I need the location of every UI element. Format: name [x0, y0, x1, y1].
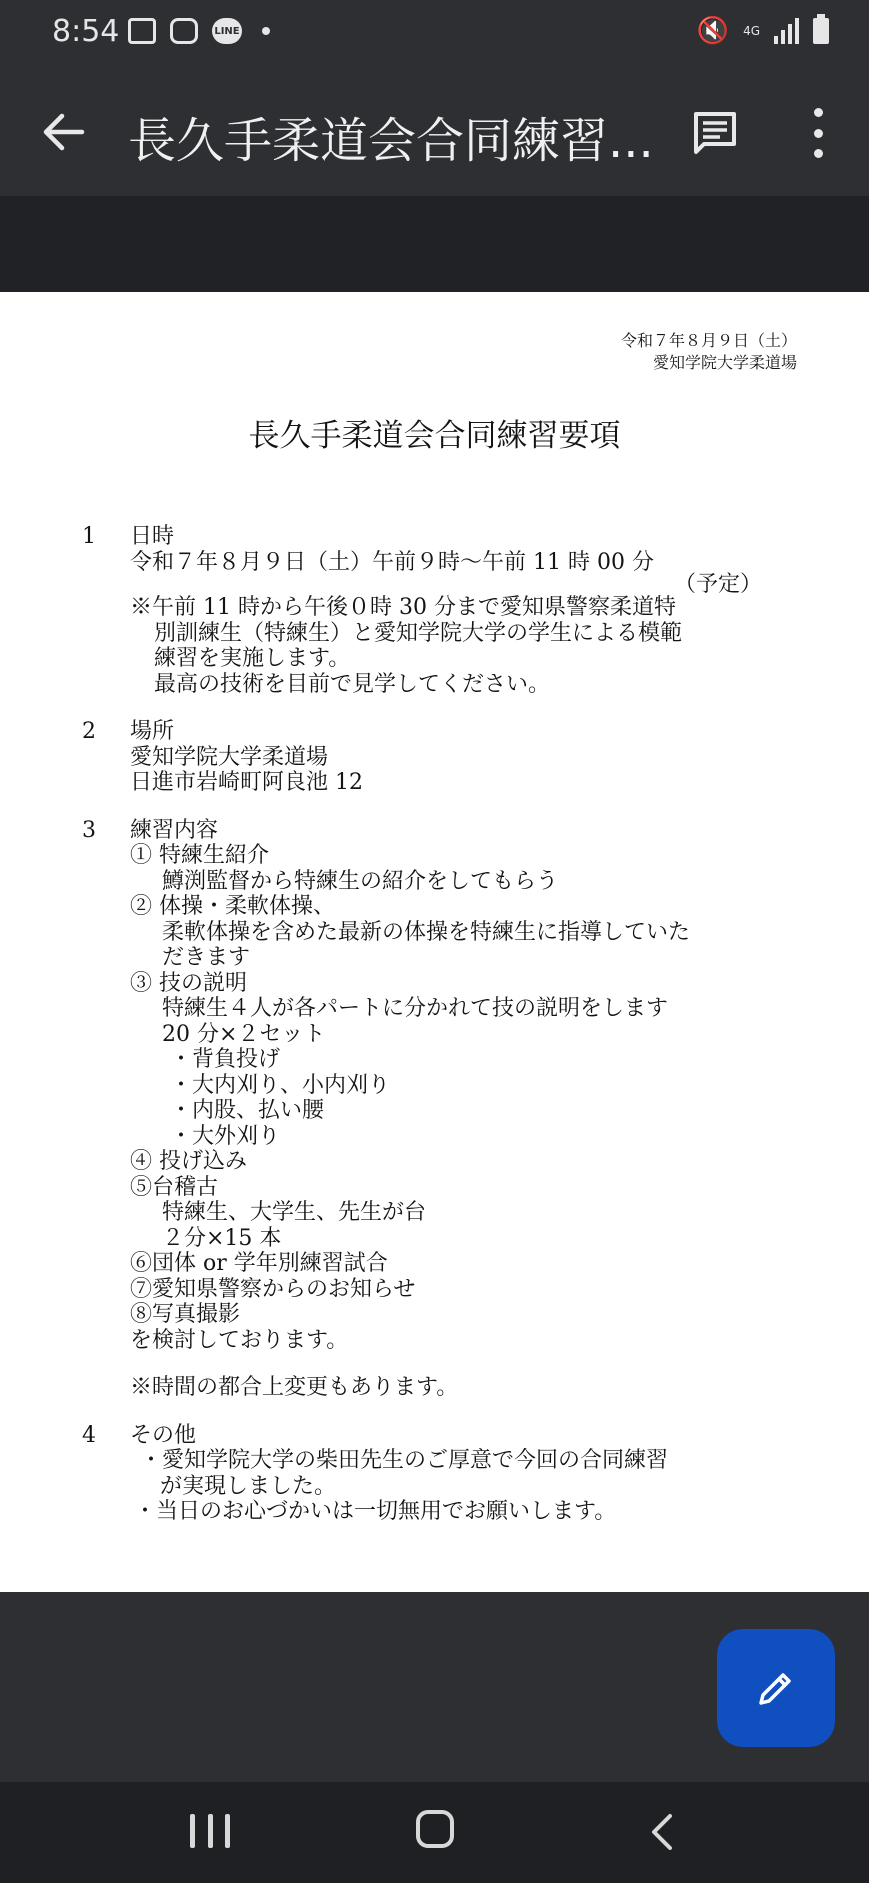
status-notification-icons — [128, 18, 270, 44]
text-line: 特練生４人が各パートに分かれて技の説明をします — [162, 996, 669, 1021]
home-button[interactable] — [416, 1810, 454, 1848]
text-line: 別訓練生（特練生）と愛知学院大学の学生による模範 — [154, 620, 683, 646]
text-line: を検討しております。 — [130, 1327, 349, 1353]
signal-icon — [774, 18, 799, 44]
back-button[interactable] — [36, 104, 92, 160]
section-heading: 日時 — [130, 524, 175, 549]
section-4 — [82, 1423, 802, 1525]
text-line: が実現しました。 — [160, 1473, 337, 1499]
back-nav-icon — [650, 1812, 674, 1852]
text-line: ③ 技の説明 — [130, 970, 247, 996]
battery-icon — [813, 18, 829, 44]
section-number: 3 — [82, 817, 96, 843]
text-line: ④ 投げ込み — [130, 1149, 247, 1174]
pencil-icon — [753, 1665, 799, 1711]
edit-fab-button[interactable] — [717, 1629, 835, 1747]
text-line: ２分×15 本 — [162, 1225, 282, 1251]
section-2 — [82, 719, 802, 796]
text-line: 特練生、大学生、先生が台 — [162, 1200, 427, 1225]
text-line: ・背負投げ — [170, 1047, 281, 1072]
section-3 — [82, 818, 802, 1401]
text-line: だきます — [162, 945, 251, 970]
document-venue: 愛知学院大学柔道場 — [652, 353, 797, 372]
arrow-left-icon — [36, 104, 92, 160]
network-type-icon: 4G — [743, 24, 760, 38]
text-line: 20 分×２セット — [162, 1021, 326, 1047]
text-line: ※時間の都合上変更もあります。 — [130, 1375, 459, 1400]
line-icon: LINE — [212, 18, 242, 44]
section-1 — [82, 524, 802, 697]
document-date-block — [621, 330, 797, 374]
document-body — [82, 524, 802, 1525]
document-date: 令和７年８月９日（土） — [620, 331, 797, 350]
text-line: ⑦愛知県警察からのお知らせ — [130, 1276, 416, 1302]
app-bar — [0, 68, 869, 196]
text-line: ※午前 11 時から午後０時 30 分まで愛知県警察柔道特 — [130, 595, 676, 620]
text-line: ② 体操・柔軟体操、 — [130, 894, 335, 919]
status-time: 8:54 — [52, 14, 120, 49]
text-line: ⑥団体 or 学年別練習試合 — [130, 1251, 388, 1276]
back-nav-button[interactable] — [650, 1812, 674, 1852]
text-line: ・当日のお心づかいは一切無用でお願いします。 — [134, 1499, 617, 1524]
section-heading: 場所 — [130, 719, 175, 744]
recent-apps-icon — [190, 1814, 195, 1848]
text-line: （予定） — [673, 572, 762, 597]
text-line: 令和７年８月９日（土）午前９時～午前 11 時 00 分 — [130, 549, 654, 575]
more-options-button[interactable] — [800, 108, 836, 158]
more-notifications-dot-icon — [262, 27, 270, 35]
viewer-top-margin — [0, 196, 869, 292]
gallery-icon — [128, 18, 156, 44]
status-system-icons — [697, 16, 829, 46]
text-line: ・愛知学院大学の柴田先生のご厚意で今回の合同練習 — [140, 1448, 669, 1473]
text-line: 柔軟体操を含めた最新の体操を特練生に指導していた — [162, 919, 691, 945]
text-line: 最高の技術を目前で見学してください。 — [154, 671, 551, 697]
section-number: 2 — [82, 719, 96, 744]
section-number: 4 — [82, 1422, 96, 1448]
text-line: ・大内刈り、小内刈り — [170, 1072, 391, 1098]
section-heading: その他 — [130, 1422, 197, 1448]
text-line: 日進市岩崎町阿良池 12 — [130, 770, 363, 795]
recent-apps-button[interactable] — [190, 1814, 230, 1848]
app-icon — [170, 18, 198, 44]
text-line: ⑤台稽古 — [130, 1174, 219, 1200]
document-heading: 長久手柔道会合同練習要項 — [248, 418, 621, 454]
document-title: 長久手柔道会合同練習... — [128, 113, 654, 169]
comment-button[interactable] — [690, 108, 740, 158]
text-line: ・大外刈り — [170, 1123, 281, 1149]
mute-icon: 🔇 — [696, 16, 730, 46]
text-line: ⑧写真撮影 — [130, 1302, 241, 1327]
more-vert-icon — [814, 108, 823, 117]
section-heading: 練習内容 — [130, 817, 219, 843]
text-line: ・内股、払い腰 — [170, 1098, 325, 1123]
text-line: 鱒渕監督から特練生の紹介をしてもらう — [162, 868, 559, 894]
text-line: 練習を実施します。 — [154, 646, 351, 671]
text-line: 愛知学院大学柔道場 — [130, 744, 329, 770]
section-number: 1 — [82, 524, 96, 549]
comment-icon — [690, 108, 740, 158]
status-bar — [0, 0, 869, 68]
system-nav-bar — [0, 1782, 869, 1883]
document-page[interactable] — [0, 292, 869, 1592]
text-line: ① 特練生紹介 — [130, 843, 269, 868]
